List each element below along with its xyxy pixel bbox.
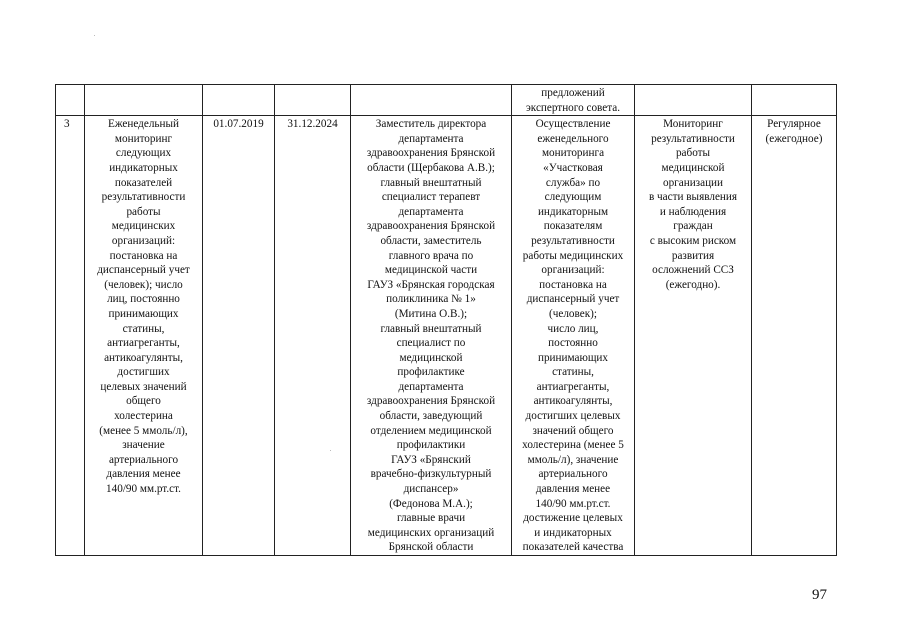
cell-event xyxy=(85,116,203,556)
cell-indicator xyxy=(635,116,752,556)
result-text: Осуществление еженедельного мониторинга «Участковая служба» по следующим индикаторным показателям результативности работы медицинских организаций: постановка на диспансерный учет (человек); число лиц, постоянно принимающих статины, антиагреганты, антикоагулянты, достигших целевых значений общего холестерина (менее 5 ммоль/л), значение артериального давления менее 140/90 мм.рт.ст. достижение целевых и индикаторных показателей качества xyxy=(522,118,624,554)
cell-empty xyxy=(56,85,85,116)
table-row-3 xyxy=(56,116,837,556)
cell-empty xyxy=(635,85,752,116)
type-text: Регулярное (ежегодное) xyxy=(765,118,823,145)
end-date: 31.12.2024 xyxy=(287,118,338,131)
event-text: Еженедельный мониторинг следующих индикаторных показателей результативности работы медицинских организаций: постановка на диспансерный учет (человек); число лиц, постоянно принимающих статины, антиагреганты, антикоагулянты, достигших целевых значений общего холестерина (менее 5 ммоль/л), значение артериального давления менее 140/90 мм.рт.ст. xyxy=(97,118,190,496)
cell-empty xyxy=(275,85,351,116)
cell-number xyxy=(56,116,85,556)
cell-empty xyxy=(752,85,837,116)
cell-empty xyxy=(203,85,275,116)
responsible-text: Заместитель директора департамента здравоохранения Брянской области (Щербакова А.В.); главный внештатный специалист терапевт департамента здравоохранения Брянской области, заместитель главного врача по медицинской части ГАУЗ «Брянская городская поликлиника № 1» (Митина О.В.); главный внештатный специалист по медицинской профилактике департамента здравоохранения Брянской области, заведующий отделением медицинской профилактики ГАУЗ «Брянский врачебно-физкультурный диспансер» (Федонова М.А.); главные врачи медицинских организаций Брянской области xyxy=(366,118,496,554)
cell-empty xyxy=(85,85,203,116)
scan-speck xyxy=(94,35,95,36)
scan-speck xyxy=(330,450,331,451)
cell-responsible xyxy=(351,116,512,556)
cell-start-date xyxy=(203,116,275,556)
continued-result-text: предложений экспертного совета. xyxy=(525,87,621,114)
start-date: 01.07.2019 xyxy=(213,118,264,131)
cell-type xyxy=(752,116,837,556)
cell-end-date xyxy=(275,116,351,556)
cell-result xyxy=(512,116,635,556)
plan-table xyxy=(55,84,837,556)
indicator-text: Мониторинг результативности работы медицинской организации в части выявления и наблюдения граждан с высоким риском развития осложнений ССЗ (ежегодно). xyxy=(648,118,738,291)
row-number: 3 xyxy=(64,118,70,131)
cell-empty xyxy=(351,85,512,116)
table-row-continued xyxy=(56,85,837,116)
cell-continued-result xyxy=(512,85,635,116)
page-number: 97 xyxy=(812,587,827,603)
